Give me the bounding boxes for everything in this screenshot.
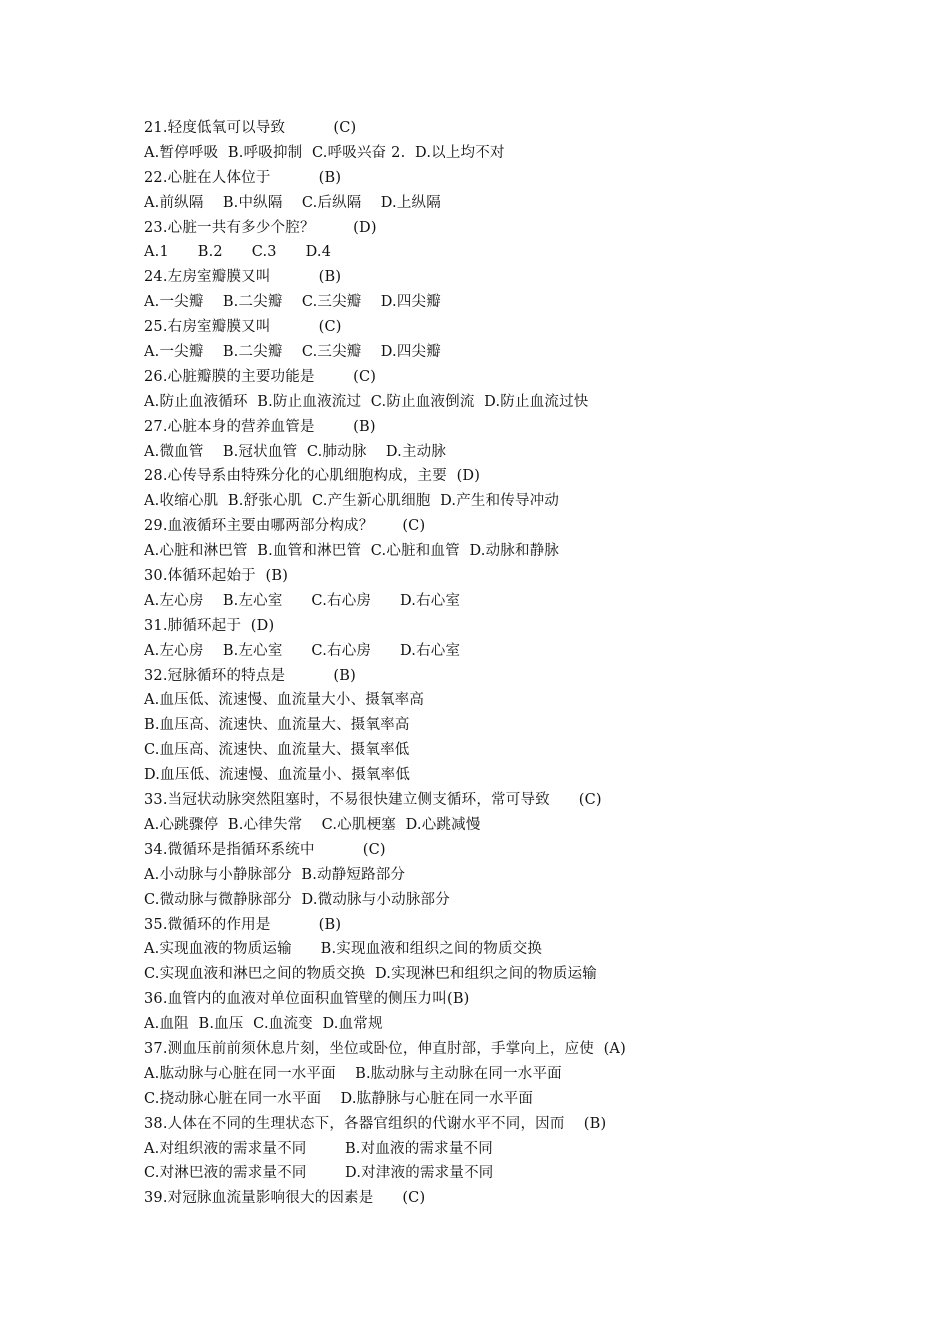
option-32-d: D.血压低、流速慢、血流量小、摄氧率低 bbox=[144, 767, 411, 784]
options-25: A.一尖瓣 B.二尖瓣 C.三尖瓣 D.四尖瓣 bbox=[144, 344, 441, 361]
question-22: 22.心脏在人体位于 (B) bbox=[144, 169, 342, 186]
options-38-cd: C.对淋巴液的需求量不同 D.对津液的需求量不同 bbox=[144, 1165, 494, 1182]
question-21: 21.轻度低氧可以导致 (C) bbox=[144, 120, 357, 136]
question-24: 24.左房室瓣膜又叫 (B) bbox=[144, 269, 342, 286]
question-35: 35.微循环的作用是 (B) bbox=[144, 916, 342, 933]
options-34-cd: C.微动脉与微静脉部分 D.微动脉与小动脉部分 bbox=[144, 891, 450, 908]
question-23: 23.心脏一共有多少个腔？ (D) bbox=[144, 219, 377, 236]
question-34: 34.微循环是指循环系统中 (C) bbox=[144, 841, 386, 858]
option-32-b: B.血压高、流速快、血流量大、摄氧率高 bbox=[144, 717, 410, 734]
options-28: A.收缩心肌 B.舒张心肌 C.产生新心肌细胞 D.产生和传导冲动 bbox=[144, 493, 560, 510]
question-25: 25.右房室瓣膜又叫 (C) bbox=[144, 319, 342, 336]
question-38: 38.人体在不同的生理状态下，各器官组织的代谢水平不同，因而 (B) bbox=[144, 1115, 607, 1132]
options-21: A.暂停呼吸 B.呼吸抑制 C.呼吸兴奋 2. D.以上均不对 bbox=[144, 144, 505, 161]
options-37-ab: A.肱动脉与心脏在同一水平面 B.肱动脉与主动脉在同一水平面 bbox=[144, 1065, 562, 1082]
option-32-a: A.血压低、流速慢、血流量大小、摄氧率高 bbox=[144, 692, 425, 709]
options-37-cd: C.挠动脉心脏在同一水平面 D.肱静脉与心脏在同一水平面 bbox=[144, 1090, 534, 1107]
options-35-ab: A.实现血液的物质运输 B.实现血液和组织之间的物质交换 bbox=[144, 941, 543, 958]
question-32: 32.冠脉循环的特点是 (B) bbox=[144, 667, 356, 684]
option-32-c: C.血压高、流速快、血流量大、摄氧率低 bbox=[144, 742, 410, 759]
options-36: A.血阻 B.血压 C.血流变 D.血常规 bbox=[144, 1016, 383, 1033]
options-31: A.左心房 B.左心室 C.右心房 D.右心室 bbox=[144, 642, 461, 659]
options-22: A.前纵隔 B.中纵隔 C.后纵隔 D.上纵隔 bbox=[144, 194, 441, 211]
question-39: 39.对冠脉血流量影响很大的因素是 (C) bbox=[144, 1190, 426, 1207]
options-29: A.心脏和淋巴管 B.血管和淋巴管 C.心脏和血管 D.动脉和静脉 bbox=[144, 543, 560, 560]
question-33: 33.当冠状动脉突然阻塞时，不易很快建立侧支循环，常可导致 (C) bbox=[144, 792, 602, 809]
options-38-ab: A.对组织液的需求量不同 B.对血液的需求量不同 bbox=[144, 1140, 493, 1157]
question-31: 31.肺循环起于 (D) bbox=[144, 617, 275, 634]
question-30: 30.体循环起始于 (B) bbox=[144, 568, 289, 585]
question-27: 27.心脏本身的营养血管是 (B) bbox=[144, 418, 376, 435]
options-35-cd: C.实现血液和淋巴之间的物质交换 D.实现淋巴和组织之间的物质运输 bbox=[144, 966, 597, 983]
question-36: 36.血管内的血液对单位面积血管壁的侧压力叫(B) bbox=[144, 991, 470, 1008]
options-24: A.一尖瓣 B.二尖瓣 C.三尖瓣 D.四尖瓣 bbox=[144, 294, 441, 311]
options-27: A.微血管 B.冠状血管 C.肺动脉 D.主动脉 bbox=[144, 443, 447, 460]
document-page bbox=[144, 116, 844, 1211]
options-23: A.1 B.2 C.3 D.4 bbox=[144, 244, 332, 261]
options-33: A.心跳骤停 B.心律失常 C.心肌梗塞 D.心跳减慢 bbox=[144, 816, 481, 833]
question-37: 37.测血压前前须休息片刻，坐位或卧位，伸直肘部，手掌向上，应使 (A) bbox=[144, 1040, 626, 1057]
options-34-ab: A.小动脉与小静脉部分 B.动静短路部分 bbox=[144, 866, 406, 883]
options-26: A.防止血液循环 B.防止血液流过 C.防止血液倒流 D.防止血流过快 bbox=[144, 393, 589, 410]
question-26: 26.心脏瓣膜的主要功能是 (C) bbox=[144, 368, 377, 385]
question-28: 28.心传导系由特殊分化的心肌细胞构成，主要 (D) bbox=[144, 468, 481, 485]
options-30: A.左心房 B.左心室 C.右心房 D.右心室 bbox=[144, 592, 461, 609]
question-29: 29.血液循环主要由哪两部分构成？ (C) bbox=[144, 518, 426, 535]
